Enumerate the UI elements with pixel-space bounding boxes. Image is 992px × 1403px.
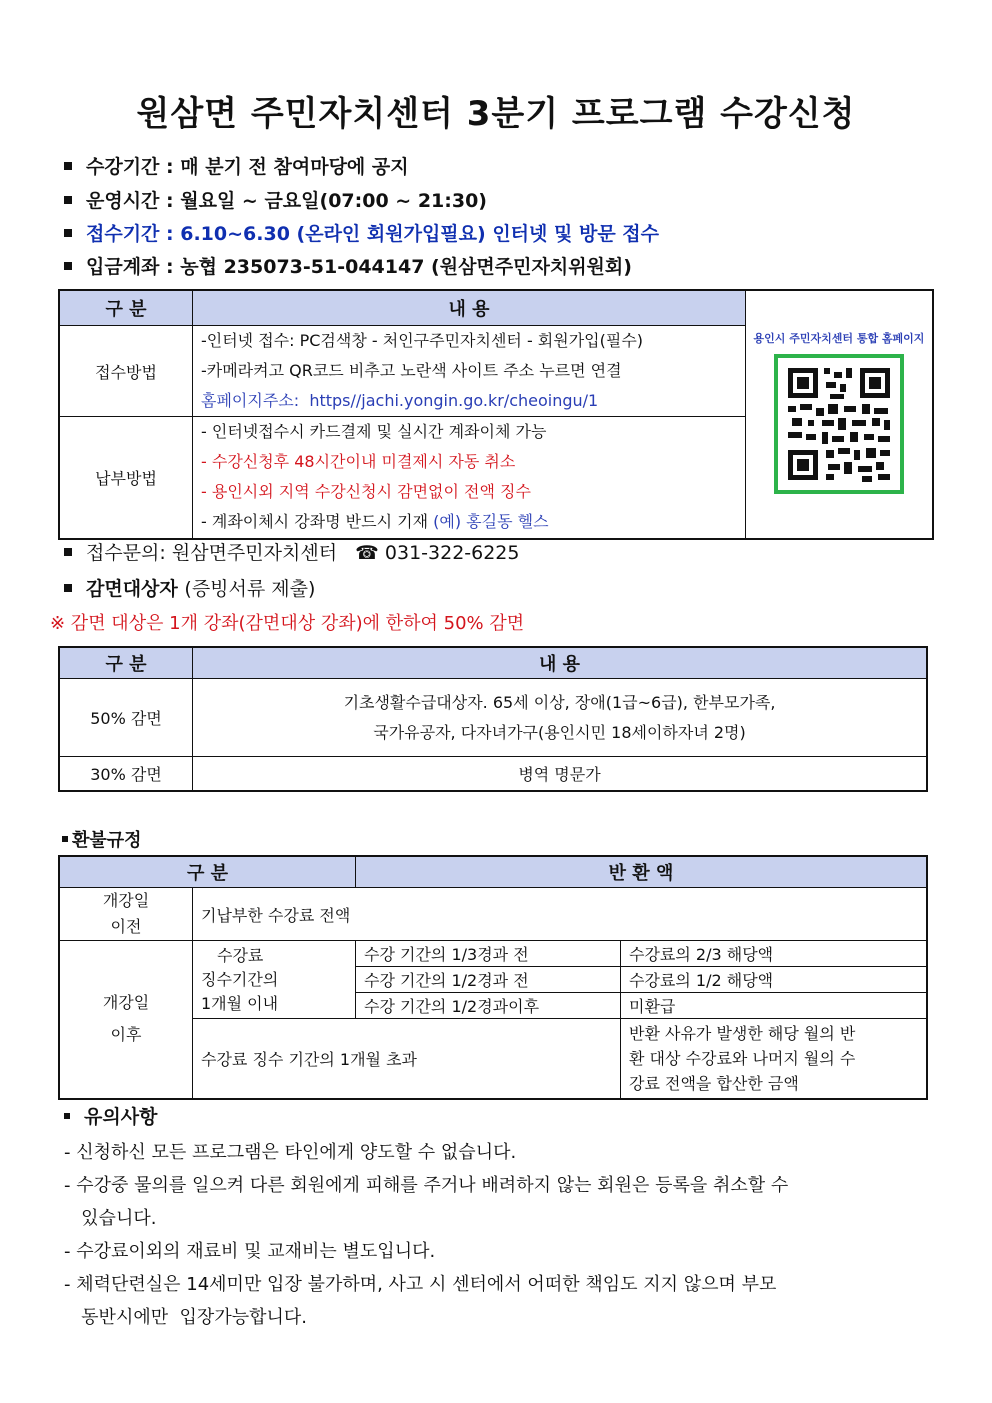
bullet-square-icon <box>64 262 72 270</box>
account-bullet <box>64 252 632 279</box>
before-label-line: 개강일 <box>102 891 150 910</box>
discount-50-line: 기초생활수급대상자. 65세 이상, 장애(1급~6급), 한부모가족, <box>343 692 776 712</box>
refund-table <box>58 855 928 1100</box>
header-content: 내 용 <box>193 290 746 326</box>
row-application-method-label: 접수방법 <box>59 326 193 417</box>
bullet-square-icon <box>64 584 72 592</box>
header-category: 구 분 <box>59 856 356 888</box>
homepage-link[interactable]: https//jachi.yongin.go.kr/cheoingu/1 <box>309 391 599 410</box>
collection-period-label <box>193 941 356 1019</box>
qr-code-icon[interactable] <box>774 354 904 494</box>
header-category: 구 분 <box>59 647 193 679</box>
payment-line: - 인터넷접수시 카드결제 및 실시간 계좌이체 가능 <box>201 422 547 442</box>
payment-line-warning: - 용인시외 지역 수강신청시 감면없이 전액 징수 <box>201 482 531 502</box>
discount-50-label: 50% 감면 <box>59 679 193 757</box>
discount-30-label: 30% 감면 <box>59 757 193 791</box>
homepage-line <box>201 386 737 416</box>
over-amount-line: 환 대상 수강료와 나머지 월의 수 <box>629 1048 856 1068</box>
discount-50-line: 국가유공자, 다자녀가구(용인시민 18세이하자녀 2명) <box>373 722 746 742</box>
refund-amount: 수강료의 2/3 해당액 <box>621 941 928 967</box>
caution-item: 동반시에만 입장가능합니다. <box>64 1307 307 1328</box>
reception-bullet <box>64 219 659 246</box>
refund-condition: 수강 기간의 1/3경과 전 <box>356 941 621 967</box>
refund-condition: 수강 기간의 1/2경과이후 <box>356 993 621 1019</box>
homepage-label: 홈페이지주소: <box>201 391 300 410</box>
payment-line-warning: - 수강신청후 48시간이내 미결제시 자동 취소 <box>201 452 516 472</box>
before-start-content: 기납부한 수강료 전액 <box>193 888 928 941</box>
caution-heading-text: 유의사항 <box>84 1106 158 1128</box>
before-start-label <box>59 888 193 941</box>
discount-note: ※ 감면 대상은 1개 강좌(감면대상 강좌)에 한하여 50% 감면 <box>50 613 525 634</box>
qr-cell <box>746 290 934 539</box>
caution-list <box>64 1136 924 1334</box>
contact-text: 접수문의: 원삼면주민자치센터 <box>86 542 338 564</box>
refund-amount: 수강료의 1/2 해당액 <box>621 967 928 993</box>
bullet-square-icon <box>64 196 72 204</box>
bullet-square-icon <box>64 1113 70 1119</box>
application-line: -카메라켜고 QR코드 비추고 노란색 사이트 주소 누르면 연결 <box>201 361 622 380</box>
over-amount-line: 반환 사유가 발생한 해당 월의 반 <box>629 1023 856 1043</box>
bullet-square-icon <box>64 162 72 170</box>
caution-item: - 신청하신 모든 프로그램은 타인에게 양도할 수 없습니다. <box>64 1142 517 1163</box>
reception-text: 접수기간 : 6.10~6.30 (온라인 회원가입필요) 인터넷 및 방문 접수 <box>86 223 659 245</box>
page-title: 원삼면 주민자치센터 3분기 프로그램 수강신청 <box>136 94 856 134</box>
caution-item: 있습니다. <box>64 1208 157 1229</box>
period-label-line: 1개월 이내 <box>201 993 279 1013</box>
refund-heading <box>62 826 142 852</box>
after-label-line: 개강일 <box>102 993 150 1013</box>
application-table <box>58 289 934 540</box>
header-content: 내 용 <box>193 647 928 679</box>
refund-condition: 수강 기간의 1/2경과 전 <box>356 967 621 993</box>
discount-heading-suffix: (증빙서류 제출) <box>184 578 316 600</box>
over-one-month-label: 수강료 징수 기간의 1개월 초과 <box>193 1019 621 1099</box>
refund-heading-text: 환불규정 <box>72 830 142 851</box>
transfer-example: (예) 홍길동 헬스 <box>433 512 549 532</box>
caution-heading <box>64 1102 157 1129</box>
bullet-square-icon <box>64 548 72 556</box>
hours-text: 운영시간 : 월요일 ~ 금요일(07:00 ~ 21:30) <box>86 190 487 212</box>
after-label-line: 이후 <box>110 1025 142 1045</box>
bullet-square-icon <box>62 836 68 842</box>
hours-bullet <box>64 186 487 213</box>
discount-bullet <box>64 574 315 601</box>
row-application-method-content <box>193 326 746 417</box>
header-category: 구 분 <box>59 290 193 326</box>
discount-heading: 감면대상자 <box>86 578 178 600</box>
period-label-line: 징수기간의 <box>201 969 279 989</box>
caution-item: - 체력단련실은 14세미만 입장 불가하며, 사고 시 센터에서 어떠한 책임도 지지 않으며 부모 <box>64 1274 777 1295</box>
discount-30-content: 병역 명문가 <box>193 757 928 791</box>
discount-50-content <box>193 679 928 757</box>
period-label-line: 수강료 <box>217 945 264 965</box>
refund-amount: 미환급 <box>621 993 928 1019</box>
before-label-line: 이전 <box>110 917 142 936</box>
over-amount-line: 강료 전액을 합산한 금액 <box>629 1073 799 1093</box>
period-text: 수강기간 : 매 분기 전 참여마당에 공지 <box>86 156 409 178</box>
period-bullet <box>64 152 409 179</box>
payment-line-transfer <box>201 507 737 537</box>
contact-bullet <box>64 538 520 565</box>
over-one-month-amount <box>621 1019 928 1099</box>
after-start-label <box>59 941 193 1099</box>
phone-number: 031-322-6225 <box>384 542 520 564</box>
header-refund-amount: 반 환 액 <box>356 856 928 888</box>
row-payment-method-content <box>193 417 746 539</box>
transfer-text: - 계좌이체시 강좌명 반드시 기재 <box>201 512 434 532</box>
qr-caption: 용인시 주민자치센터 통합 홈페이지 <box>753 332 925 346</box>
row-payment-method-label: 납부방법 <box>59 417 193 539</box>
caution-item: - 수강중 물의를 일으켜 다른 회원에게 피해를 주거나 배려하지 않는 회원은 등록을 취소할 수 <box>64 1175 789 1196</box>
account-text: 입금계좌 : 농협 235073-51-044147 (원삼면주민자치위원회) <box>86 256 632 278</box>
caution-item: - 수강료이외의 재료비 및 교재비는 별도입니다. <box>64 1241 436 1262</box>
application-line: -인터넷 접수: PC검색창 - 처인구주민자치센터 - 회원가입(필수) <box>201 331 644 350</box>
bullet-square-icon <box>64 229 72 237</box>
phone-icon: ☎ <box>355 542 379 564</box>
discount-table <box>58 646 928 792</box>
